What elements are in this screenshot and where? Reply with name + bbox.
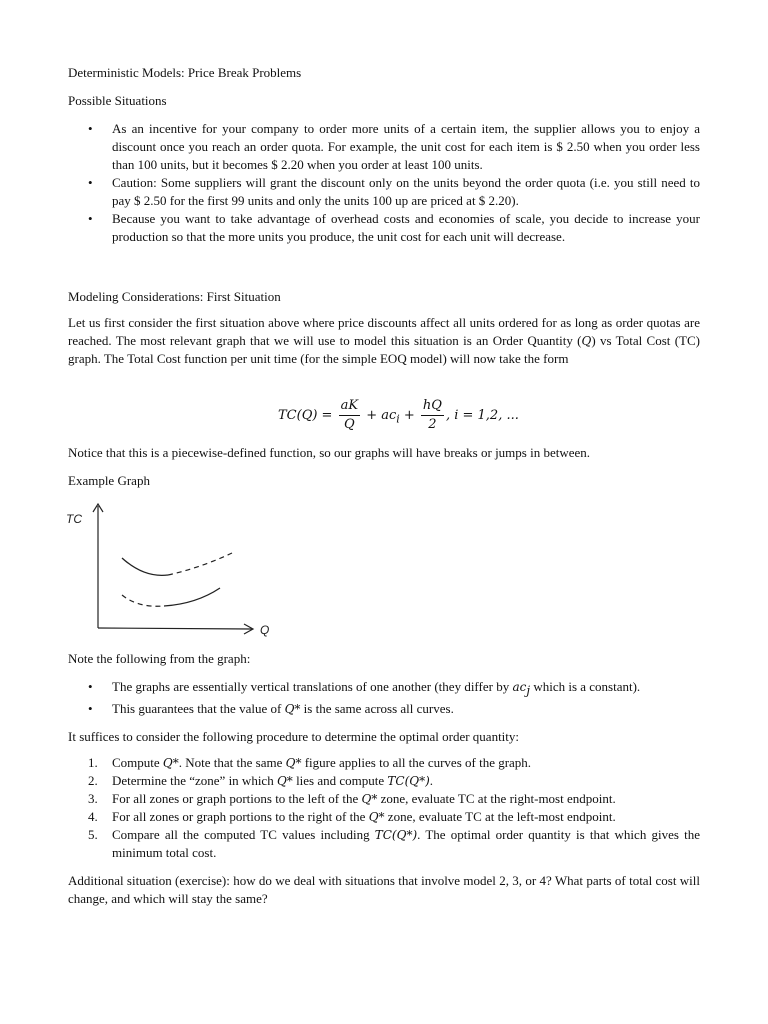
possible-situations-heading: Possible Situations <box>68 93 167 108</box>
total-cost-formula: TC(Q) = $\frac{aK}{Q}$ + $ac_i$ + $\frac{hQ}{2}$ , i = 1,2, ... <box>278 398 519 432</box>
example-graph <box>60 500 290 645</box>
situations-list <box>88 120 700 246</box>
piecewise-note: Notice that this is a piecewise-defined function, so our graphs will have breaks or jumps in between. <box>68 445 591 460</box>
list-item: • Caution: Some suppliers will grant the discount only on the units beyond the order quota (i.e. you still need to pay $ 2.50 for the first 99 units and only the units 100 up are priced at $ 2.20). <box>88 175 700 208</box>
upper-curve-dashed <box>168 553 232 575</box>
upper-curve-solid <box>122 558 168 575</box>
graph-notes-list <box>88 678 700 718</box>
note-heading: Note the following from the graph: <box>68 651 251 666</box>
list-item: • As an incentive for your company to order more units of a certain item, the supplier allows you to enjoy a discount once you reach an order quota. For example, the unit cost for each item is $ 2.50 when you order less than 100 units, but it becomes $ 2.20 when you order at least 100 units. <box>88 121 700 172</box>
modeling-heading: Modeling Considerations: First Situation <box>68 289 281 304</box>
x-axis-label: Q <box>260 623 270 637</box>
bullet-icon: • <box>88 121 93 136</box>
y-axis-label: TC <box>66 512 82 526</box>
list-item: 3. For all zones or graph portions to the left of the Q* zone, evaluate TC at the right-most endpoint. <box>88 791 616 806</box>
fraction-ak-q: $\frac{aK}{Q}$ <box>340 398 359 432</box>
page-title: Deterministic Models: Price Break Problems <box>68 65 302 80</box>
procedure-intro: It suffices to consider the following procedure to determine the optimal order quantity: <box>68 729 520 744</box>
list-item: 4. For all zones or graph portions to the right of the Q* zone, evaluate TC at the left-most endpoint. <box>88 809 616 824</box>
list-item: • Because you want to take advantage of overhead costs and economies of scale, you decide to increase your production so that the more units you produce, the unit cost for each unit will decrease. <box>88 211 700 244</box>
lower-curve-dashed <box>122 595 164 606</box>
additional-situation: Additional situation (exercise): how do we deal with situations that involve model 2, 3, or 4? What parts of total cost will change, and which will stay the same? <box>68 873 700 906</box>
procedure-steps <box>88 754 700 862</box>
bullet-icon: • <box>88 175 93 190</box>
intro-paragraph: Let us first consider the first situation above where price discounts affect all units ordered for as long as order quotas are reached. The most relevant graph that we will use to model this situation is an Order Quantity (Q) vs Total Cost (TC) graph. The Total Cost function per unit time (for the simple EOQ model) will now take the form <box>68 315 700 366</box>
list-item: 5. Compare all the computed TC values including TC(Q*). The optimal order quantity is that which gives the minimum total cost. <box>88 827 701 860</box>
bullet-icon: • <box>88 211 93 226</box>
list-item: 1. Compute Q*. Note that the same Q* figure applies to all the curves of the graph. <box>88 755 532 770</box>
fraction-hq-2: $\frac{hQ}{2}$ <box>422 398 442 432</box>
x-axis <box>98 628 252 629</box>
list-item: • This guarantees that the value of Q* is the same across all curves. <box>88 700 454 716</box>
bullet-icon: • <box>88 700 93 716</box>
list-item: • The graphs are essentially vertical translations of one another (they differ by $ac_j$ which is a constant). <box>88 679 641 698</box>
example-graph-heading: Example Graph <box>68 473 150 488</box>
lower-curve-solid <box>164 588 220 606</box>
list-item: 2. Determine the “zone” in which Q* lies and compute TC(Q*). <box>88 773 434 788</box>
bullet-icon: • <box>88 679 93 694</box>
